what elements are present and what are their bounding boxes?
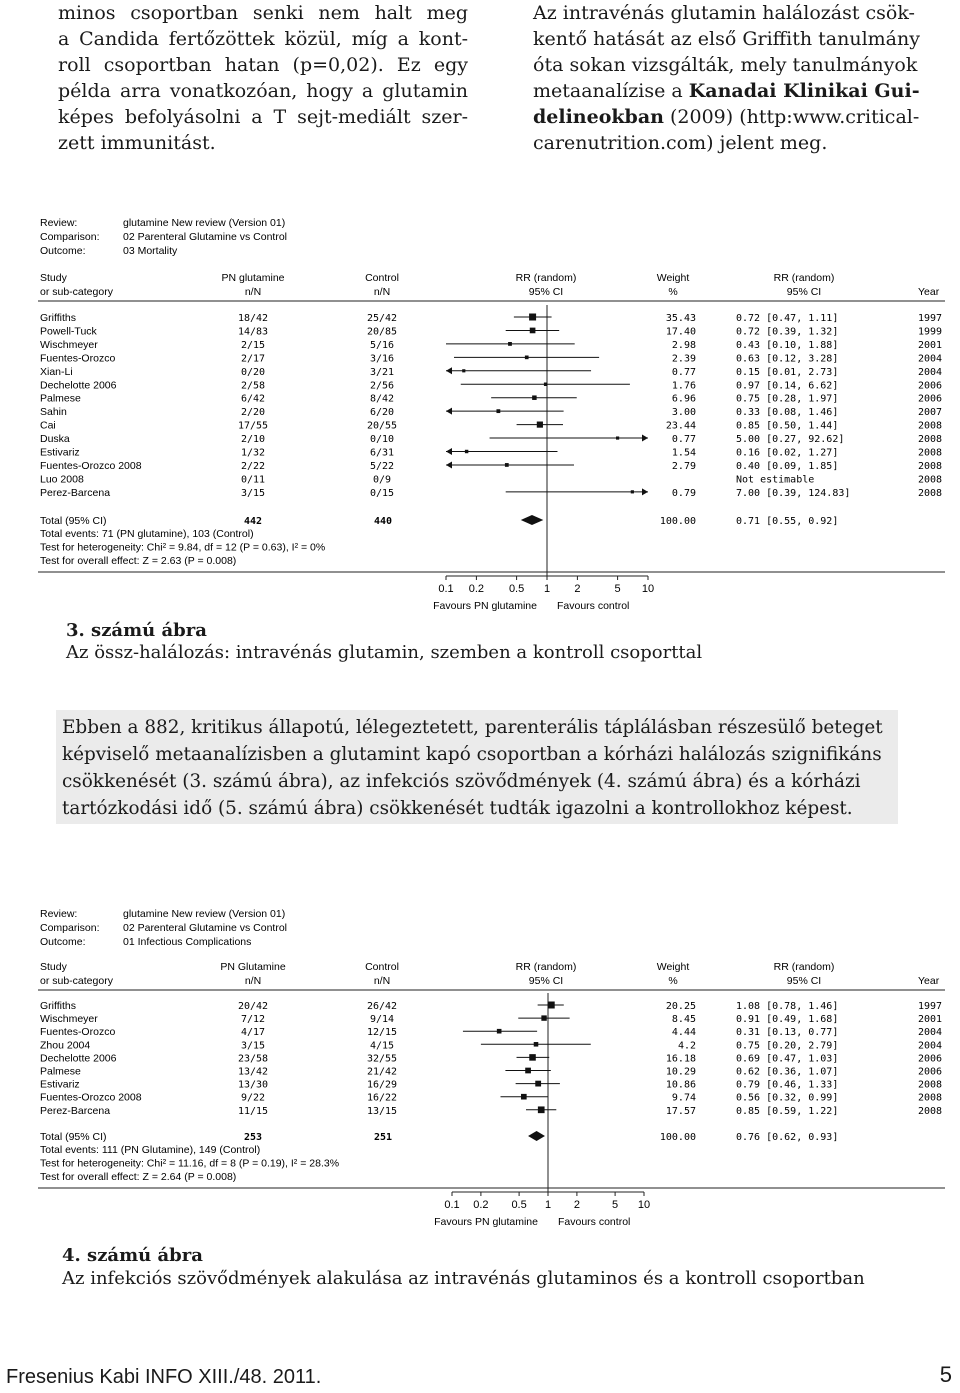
weight-value: 23.44: [665, 420, 696, 432]
summary-stat: Test for heterogeneity: Chi² = 9.84, df = 12 (P = 0.63), I² = 0%: [40, 541, 326, 554]
pn-events: 13/42: [237, 1066, 269, 1078]
meta-label: Outcome:: [40, 245, 86, 257]
ci-arrow-left: [446, 448, 452, 455]
control-events: 0/10: [369, 434, 395, 446]
ci-arrow-left: [446, 408, 452, 415]
pn-events: 14/83: [237, 326, 269, 338]
total-control: 440: [373, 516, 392, 527]
rr-ci-value: 0.16 [0.02, 1.27]: [736, 447, 839, 459]
rr-ci-value: 1.08 [0.78, 1.46]: [736, 1001, 839, 1012]
weight-value: 6.96: [671, 393, 696, 405]
point-estimate: [532, 395, 536, 399]
study-year: 2008: [918, 487, 943, 499]
meta-value: 01 Infectious Complications: [123, 936, 252, 948]
meta-label: Outcome:: [40, 936, 86, 948]
study-year: 2008: [918, 420, 943, 432]
pn-events: 13/30: [237, 1079, 269, 1091]
point-estimate: [505, 463, 509, 467]
text-line: Az intravénás glutamin halálozást csök-: [533, 2, 915, 24]
study-year: 2006: [918, 380, 943, 392]
summary-stat: Test for overall effect: Z = 2.63 (P = 0.008): [40, 555, 237, 567]
pooled-estimate-diamond: [528, 1131, 545, 1141]
study-name: Perez-Barcena: [40, 1104, 111, 1117]
pooled-estimate-diamond: [521, 515, 544, 525]
forest-plot-svg: [0, 900, 960, 1230]
caption-number: 3. számú ábra: [66, 620, 207, 641]
weight-value: 0.79: [671, 487, 696, 499]
rr-ci-value: 0.85 [0.50, 1.44]: [736, 420, 839, 432]
left-column-text: [58, 0, 468, 156]
control-events: 12/15: [366, 1027, 398, 1039]
text-line: csökkenését (3. számú ábra), az infekciós szövődmények (4. számú ábra) és a kórházi: [62, 771, 861, 792]
control-events: 3/16: [369, 353, 395, 365]
rr-ci-value: 5.00 [0.27, 92.62]: [736, 434, 845, 446]
study-name: Luo 2008: [40, 473, 84, 486]
rr-ci-value: 0.79 [0.46, 1.33]: [736, 1079, 839, 1091]
axis-favours-left: Favours PN glutamine: [433, 600, 537, 612]
control-events: 9/14: [369, 1014, 395, 1026]
header-year: Year: [918, 975, 940, 987]
point-estimate: [534, 1042, 539, 1047]
pn-events: 2/20: [240, 407, 266, 419]
control-events: 3/21: [369, 366, 395, 378]
pn-events: 4/17: [240, 1027, 266, 1039]
total-label: Total (95% CI): [40, 515, 107, 527]
header-weight-sub: %: [668, 975, 678, 987]
ci-arrow-right: [642, 435, 648, 442]
text-line: [533, 104, 943, 130]
weight-value: 4.2: [677, 1040, 696, 1052]
x-tick-label: 0.2: [473, 1199, 489, 1211]
rr-ci-value: 0.33 [0.08, 1.46]: [736, 407, 839, 419]
meta-value: 03 Mortality: [123, 245, 178, 257]
rr-ci-value: 0.72 [0.39, 1.32]: [736, 326, 839, 338]
point-estimate: [535, 1081, 541, 1087]
ci-arrow-right: [642, 488, 648, 495]
control-events: 6/20: [369, 407, 395, 419]
study-year: 2004: [918, 1040, 943, 1052]
study-name: Cai: [40, 419, 56, 432]
rr-ci-value: 0.97 [0.14, 6.62]: [736, 380, 839, 392]
weight-value: 3.00: [671, 407, 696, 419]
study-name: Estivariz: [40, 1078, 80, 1091]
weight-value: 2.39: [671, 353, 696, 365]
rr-ci-value: 0.15 [0.01, 2.73]: [736, 366, 839, 378]
control-events: 25/42: [366, 313, 398, 324]
rr-ci-value: 0.72 [0.47, 1.11]: [736, 313, 839, 324]
header-pn: PN Glutamine: [220, 961, 286, 973]
point-estimate: [525, 1068, 531, 1074]
figure-4-caption: Az infekciós szövődmények alakulása az intravénás glutaminos és a kontroll csoportban: [62, 1268, 865, 1289]
header-rr-ci-sub: 95% CI: [786, 286, 822, 298]
total-weight: 100.00: [659, 516, 696, 527]
study-year: 1999: [918, 326, 943, 338]
total-pn: 253: [243, 1132, 262, 1143]
header-study: Study: [40, 961, 67, 973]
summary-text-box: [56, 710, 898, 824]
header-rr-sub: 95% CI: [528, 975, 564, 987]
x-tick-label: 0.5: [508, 583, 525, 595]
study-year: 2008: [918, 447, 943, 459]
page-number: 5: [939, 1362, 952, 1387]
weight-value: 4.44: [671, 1027, 696, 1039]
x-tick-label: 5: [612, 1199, 619, 1211]
point-estimate: [548, 1002, 555, 1009]
weight-value: 2.79: [671, 460, 696, 472]
weight-value: 16.18: [665, 1053, 696, 1065]
text-line: zett immunitást.: [58, 132, 216, 154]
total-weight: 100.00: [659, 1132, 696, 1143]
control-events: 0/15: [369, 487, 395, 499]
study-name: Fuentes-Orozco 2008: [40, 1091, 142, 1104]
control-events: 2/56: [369, 380, 395, 392]
forest-plot-svg: [0, 186, 960, 614]
text-line: Ebben a 882, kritikus állapotú, lélegeztetett, parenterális táplálásban részesülő beteget: [62, 717, 883, 738]
header-rr-sub: 95% CI: [528, 286, 564, 298]
total-control: 251: [373, 1132, 392, 1143]
study-name: Fuentes-Orozco: [40, 352, 116, 365]
study-name: Xian-Li: [40, 365, 73, 378]
header-rr: RR (random): [515, 272, 577, 284]
header-rr-ci-sub: 95% CI: [786, 975, 822, 987]
figure-4-caption-number: [62, 1244, 203, 1268]
header-pn-sub: n/N: [244, 975, 262, 987]
guideline-name-bold: delineokban: [533, 106, 664, 128]
pn-events: 11/15: [237, 1105, 269, 1117]
rr-ci-value: 0.43 [0.10, 1.88]: [736, 339, 839, 351]
summary-stat: Total events: 71 (PN glutamine), 103 (Control): [40, 528, 254, 540]
meta-value: glutamine New review (Version 01): [123, 217, 286, 229]
study-year: 2008: [918, 1079, 943, 1091]
pn-events: 3/15: [240, 1040, 266, 1052]
pn-events: 9/22: [240, 1092, 266, 1104]
header-rr: RR (random): [515, 961, 577, 973]
header-study-sub: or sub-category: [40, 975, 113, 987]
study-year: 2006: [918, 1066, 943, 1078]
caption-number: 4. számú ábra: [62, 1245, 203, 1266]
study-year: 1997: [918, 1001, 943, 1012]
meta-value: 02 Parenteral Glutamine vs Control: [123, 922, 287, 934]
study-year: 2004: [918, 366, 943, 378]
rr-ci-value: 0.63 [0.12, 3.28]: [736, 353, 839, 365]
weight-value: 1.76: [671, 380, 696, 392]
study-year: 2004: [918, 1027, 943, 1039]
rr-ci-value: 7.00 [0.39, 124.83]: [736, 487, 851, 499]
study-year: 2006: [918, 393, 943, 405]
study-year: 2008: [918, 1105, 943, 1117]
study-year: 1997: [918, 313, 943, 324]
control-events: 16/29: [366, 1079, 398, 1091]
header-weight: Weight: [656, 961, 690, 973]
point-estimate: [631, 490, 634, 493]
header-pn-sub: n/N: [244, 286, 262, 298]
rr-ci-value: Not estimable: [736, 474, 815, 486]
header-study-sub: or sub-category: [40, 286, 113, 298]
meta-label: Review:: [40, 908, 78, 920]
study-year: 2008: [918, 434, 943, 446]
weight-value: 9.74: [671, 1092, 696, 1104]
point-estimate: [529, 314, 536, 321]
text-line: roll csoportban hatan (p=0,02). Ez egy: [58, 54, 468, 76]
x-tick-label: 2: [574, 583, 581, 595]
point-estimate: [508, 342, 512, 346]
text-line: képes befolyásolni a T sejt-mediált szer-: [58, 106, 468, 128]
right-column-text: [533, 0, 943, 156]
point-estimate: [525, 356, 529, 360]
study-name: Fuentes-Orozco 2008: [40, 459, 142, 472]
ci-arrow-left: [446, 367, 452, 374]
point-estimate: [465, 450, 468, 453]
study-year: 2008: [918, 460, 943, 472]
axis-favours-right: Favours control: [558, 1216, 631, 1228]
weight-value: 17.40: [665, 326, 696, 338]
summary-stat: Test for overall effect: Z = 2.64 (P = 0.008): [40, 1171, 237, 1183]
weight-value: 17.57: [665, 1105, 696, 1117]
study-year: 2008: [918, 1092, 943, 1104]
text-line: a Candida fertőzöttek közül, míg a kont-: [58, 28, 468, 50]
pn-events: 0/20: [240, 366, 266, 378]
control-events: 26/42: [366, 1001, 398, 1012]
header-study: Study: [40, 272, 67, 284]
text-fragment: metaanalízise a: [533, 80, 689, 102]
study-name: Palmese: [40, 1065, 81, 1078]
pn-events: 7/12: [240, 1014, 266, 1026]
pn-events: 2/15: [240, 339, 266, 351]
header-control: Control: [365, 272, 399, 284]
total-rr-ci: 0.76 [0.62, 0.93]: [736, 1132, 839, 1143]
axis-favours-right: Favours control: [557, 600, 630, 612]
figure-3-caption-number: [66, 619, 207, 643]
x-tick-label: 0.1: [444, 1199, 460, 1211]
control-events: 5/16: [369, 339, 395, 351]
study-name: Wischmeyer: [40, 338, 98, 351]
study-year: 2001: [918, 1014, 943, 1026]
study-name: Powell-Tuck: [40, 325, 97, 338]
control-events: 13/15: [366, 1105, 398, 1117]
control-events: 8/42: [369, 393, 395, 405]
study-name: Palmese: [40, 392, 81, 405]
text-fragment: (2009) (http:www.critical-: [663, 106, 920, 128]
point-estimate: [616, 436, 619, 439]
x-tick-label: 5: [614, 583, 621, 595]
meta-value: glutamine New review (Version 01): [123, 908, 286, 920]
header-control: Control: [365, 961, 399, 973]
study-year: 2007: [918, 407, 943, 419]
control-events: 5/22: [369, 460, 395, 472]
study-year: 2004: [918, 353, 943, 365]
total-rr-ci: 0.71 [0.55, 0.92]: [736, 516, 839, 527]
point-estimate: [544, 382, 548, 386]
study-year: 2008: [918, 474, 943, 486]
rr-ci-value: 0.91 [0.49, 1.68]: [736, 1014, 839, 1026]
rr-ci-value: 0.40 [0.09, 1.85]: [736, 460, 839, 472]
pn-events: 2/58: [240, 380, 266, 392]
point-estimate: [497, 1029, 502, 1034]
study-name: Fuentes-Orozco: [40, 1026, 116, 1039]
weight-value: 2.98: [671, 339, 696, 351]
total-label: Total (95% CI): [40, 1131, 107, 1143]
axis-favours-left: Favours PN glutamine: [434, 1216, 538, 1228]
meta-value: 02 Parenteral Glutamine vs Control: [123, 231, 287, 243]
pn-events: 0/11: [240, 474, 266, 486]
footer-publication: Fresenius Kabi INFO XIII./48. 2011.: [6, 1366, 322, 1388]
x-tick-label: 0.2: [468, 583, 485, 595]
pn-events: 1/32: [240, 447, 266, 459]
figure-3-forest-plot: [0, 186, 960, 614]
study-name: Zhou 2004: [40, 1039, 91, 1052]
weight-value: 20.25: [665, 1001, 696, 1012]
header-weight: Weight: [656, 272, 690, 284]
total-pn: 442: [243, 516, 262, 527]
ci-arrow-left: [446, 461, 452, 468]
control-events: 0/9: [372, 474, 392, 486]
text-line: tartózkodási idő (5. számú ábra) csökkenését tudták igazolni a kontrollokhoz képest.: [62, 798, 853, 819]
rr-ci-value: 0.31 [0.13, 0.77]: [736, 1027, 839, 1039]
point-estimate: [521, 1094, 527, 1100]
header-weight-sub: %: [668, 286, 678, 298]
rr-ci-value: 0.85 [0.59, 1.22]: [736, 1105, 839, 1117]
study-year: 2001: [918, 339, 943, 351]
meta-label: Comparison:: [40, 922, 100, 934]
text-line: példa arra vonatkozóan, hogy a glutamin: [58, 80, 468, 102]
point-estimate: [537, 422, 543, 428]
text-line: carenutrition.com) jelent meg.: [533, 132, 828, 154]
study-name: Dechelotte 2006: [40, 1052, 117, 1065]
pn-events: 2/22: [240, 460, 266, 472]
meta-label: Review:: [40, 217, 78, 229]
x-tick-label: 0.5: [511, 1199, 527, 1211]
study-name: Estivariz: [40, 446, 80, 459]
text-line: képviselő metaanalízisben a glutamint kapó csoportban a kórházi halálozás szignifikáns: [62, 744, 882, 765]
control-events: 20/85: [366, 326, 398, 338]
control-events: 4/15: [369, 1040, 395, 1052]
rr-ci-value: 0.75 [0.20, 2.79]: [736, 1040, 839, 1052]
pn-events: 18/42: [237, 313, 269, 324]
point-estimate: [529, 1054, 536, 1061]
study-year: 2006: [918, 1053, 943, 1065]
pn-events: 3/15: [240, 487, 266, 499]
study-name: Duska: [40, 433, 70, 446]
weight-value: 0.77: [671, 434, 696, 446]
rr-ci-value: 0.69 [0.47, 1.03]: [736, 1053, 839, 1065]
control-events: 20/55: [366, 420, 398, 432]
weight-value: 35.43: [665, 313, 696, 324]
study-name: Dechelotte 2006: [40, 379, 117, 392]
summary-stat: Test for heterogeneity: Chi² = 11.16, df = 8 (P = 0.19), I² = 28.3%: [40, 1157, 340, 1170]
guideline-name-bold: Kanadai Klinikai Gui-: [688, 80, 920, 102]
header-control-sub: n/N: [373, 286, 391, 298]
pn-events: 23/58: [237, 1053, 269, 1065]
pn-events: 6/42: [240, 393, 266, 405]
x-tick-label: 1: [544, 1199, 552, 1211]
weight-value: 10.86: [665, 1079, 696, 1091]
x-tick-label: 10: [641, 583, 655, 595]
x-tick-label: 10: [637, 1199, 651, 1211]
pn-events: 2/17: [240, 353, 266, 365]
rr-ci-value: 0.56 [0.32, 0.99]: [736, 1092, 839, 1104]
control-events: 32/55: [366, 1053, 398, 1065]
weight-value: 0.77: [671, 366, 696, 378]
study-name: Sahin: [40, 406, 67, 419]
control-events: 16/22: [366, 1092, 398, 1104]
rr-ci-value: 0.75 [0.28, 1.97]: [736, 393, 839, 405]
weight-value: 1.54: [671, 447, 696, 459]
header-pn: PN glutamine: [221, 272, 285, 284]
point-estimate: [541, 1015, 546, 1020]
study-name: Griffiths: [40, 1000, 76, 1012]
pn-events: 17/55: [237, 420, 269, 432]
text-line: kentő hatását az első Griffith tanulmány: [533, 28, 920, 50]
weight-value: 8.45: [671, 1014, 696, 1026]
study-name: Wischmeyer: [40, 1013, 98, 1026]
x-tick-label: 0.1: [438, 583, 454, 595]
summary-stat: Total events: 111 (PN Glutamine), 149 (Control): [40, 1144, 261, 1156]
control-events: 6/31: [369, 447, 395, 459]
control-events: 21/42: [366, 1066, 398, 1078]
text-line: óta sokan vizsgálták, mely tanulmányok: [533, 54, 918, 76]
weight-value: 10.29: [665, 1066, 696, 1078]
text-line: [533, 78, 943, 104]
x-tick-label: 2: [573, 1199, 580, 1211]
pn-events: 20/42: [237, 1001, 269, 1012]
point-estimate: [530, 328, 536, 334]
study-name: Griffiths: [40, 312, 76, 324]
rr-ci-value: 0.62 [0.36, 1.07]: [736, 1066, 839, 1078]
study-name: Perez-Barcena: [40, 486, 111, 499]
header-control-sub: n/N: [373, 975, 391, 987]
header-rr-ci: RR (random): [773, 272, 835, 284]
header-year: Year: [918, 286, 940, 298]
point-estimate: [538, 1106, 545, 1113]
meta-label: Comparison:: [40, 231, 100, 243]
pn-events: 2/10: [240, 434, 266, 446]
point-estimate: [496, 409, 500, 413]
x-tick-label: 1: [543, 583, 551, 595]
text-line: minos csoportban senki nem halt meg: [58, 2, 468, 24]
figure-4-forest-plot: [0, 900, 960, 1230]
figure-3-caption: Az össz-halálozás: intravénás glutamin, szemben a kontroll csoporttal: [66, 642, 703, 663]
point-estimate: [462, 369, 465, 372]
header-rr-ci: RR (random): [773, 961, 835, 973]
